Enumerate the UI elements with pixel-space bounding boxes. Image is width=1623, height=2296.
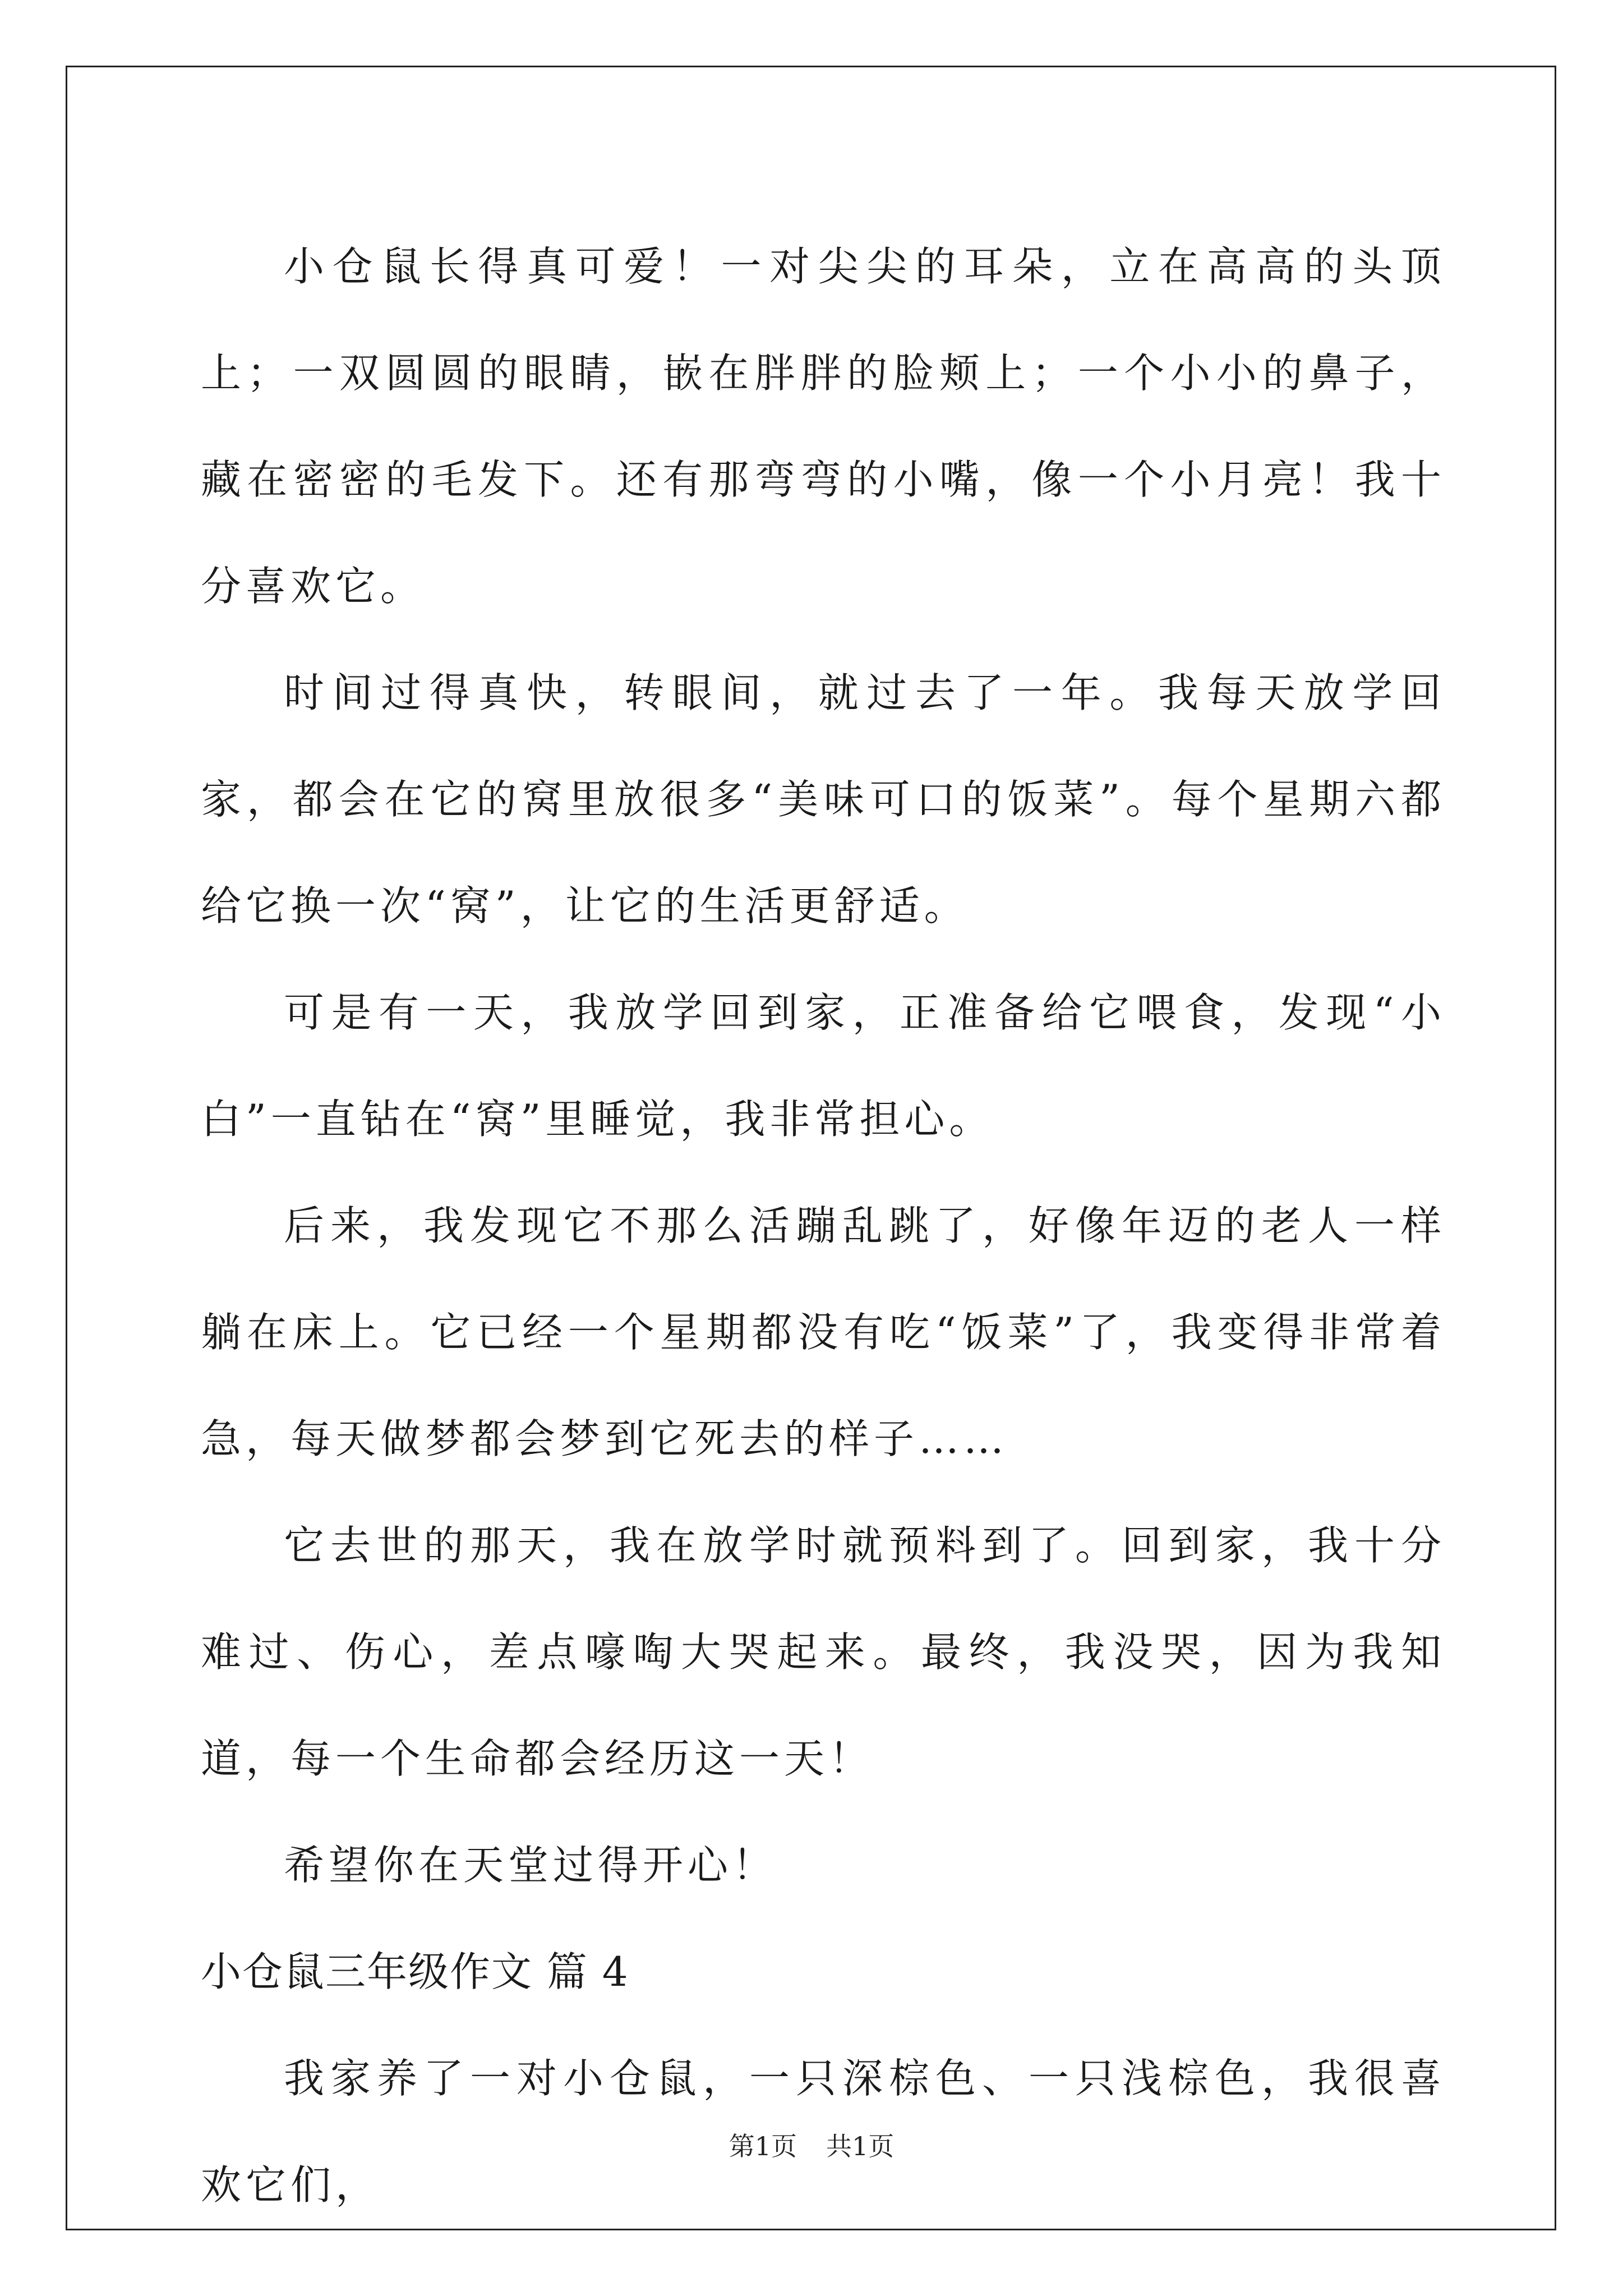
paragraph-1: 小仓鼠长得真可爱！一对尖尖的耳朵，立在高高的头顶上；一双圆圆的眼睛，嵌在胖胖的脸颊上；一个小小的鼻子，藏在密密的毛发下。还有那弯弯的小嘴，像一个小月亮！我十分喜欢它。: [201, 243, 1446, 610]
paragraph-7: 我家养了一对小仓鼠，一只深棕色、一只浅棕色，我很喜欢它们，: [201, 2055, 1446, 2208]
page-total: 共1页: [826, 2131, 895, 2161]
paragraph-5: 它去世的那天，我在放学时就预料到了。回到家，我十分难过、伤心，差点嚎啕大哭起来。最终，我没哭，因为我知道，每一个生命都会经历这一天！: [201, 1522, 1446, 1782]
paragraph-6: 希望你在天堂过得开心！: [284, 1842, 778, 1889]
document-body: [201, 213, 1446, 2238]
paragraph-3: 可是有一天，我放学回到家，正准备给它喂食，发现“小白”一直钻在“窝”里睡觉，我非常担心。: [201, 989, 1446, 1143]
paragraph-2: 时间过得真快，转眼间，就过去了一年。我每天放学回家，都会在它的窝里放很多“美味可口的饭菜”。每个星期六都给它换一次“窝”，让它的生活更舒适。: [201, 669, 1446, 930]
page-number: 第1页: [728, 2131, 797, 2161]
section-heading: 小仓鼠三年级作文 篇 4: [201, 1948, 629, 1995]
paragraph-4: 后来，我发现它不那么活蹦乱跳了，好像年迈的老人一样躺在床上。它已经一个星期都没有吃“饭菜”了，我变得非常着急，每天做梦都会梦到它死去的样子……: [201, 1202, 1446, 1462]
page-footer: [0, 2126, 1623, 2163]
